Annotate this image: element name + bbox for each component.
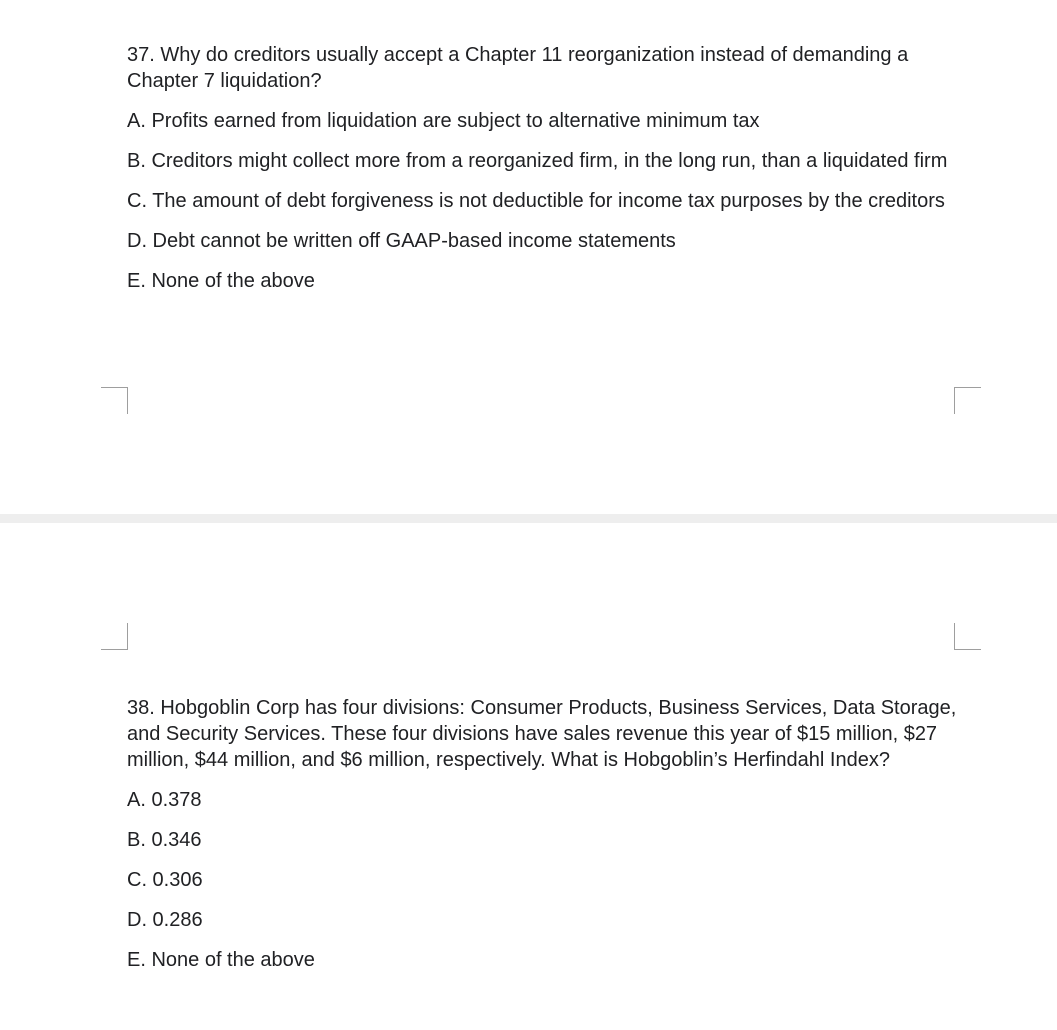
answer-option-a: A. Profits earned from liquidation are subject to alternative minimum tax	[127, 110, 760, 132]
margin-corner-marker	[101, 387, 128, 414]
question-38	[127, 695, 967, 987]
document-page-1	[0, 0, 1057, 514]
answer-option-a: A. 0.378	[127, 789, 202, 811]
answer-option-c: C. The amount of debt forgiveness is not deductible for income tax purposes by the creditors	[127, 190, 945, 212]
question-stem: 37. Why do creditors usually accept a Chapter 11 reorganization instead of demanding a Chapter 7 liquidation?	[127, 44, 909, 92]
question-stem: 38. Hobgoblin Corp has four divisions: Consumer Products, Business Services, Data Storage, and Security Services. These four divisions have sales revenue this year of $15 million, $27 million, $44 million, and $6 million, respectively. What is Hobgoblin’s Herfindahl Index?	[127, 697, 957, 771]
answer-option-e: E. None of the above	[127, 949, 315, 971]
page-separator	[0, 514, 1057, 523]
margin-corner-marker	[954, 387, 981, 414]
answer-option-c: C. 0.306	[127, 869, 203, 891]
margin-corner-marker	[954, 623, 981, 650]
answer-option-d: D. 0.286	[127, 909, 203, 931]
answer-option-d: D. Debt cannot be written off GAAP-based income statements	[127, 230, 676, 252]
answer-option-b: B. 0.346	[127, 829, 202, 851]
answer-option-e: E. None of the above	[127, 270, 315, 292]
margin-corner-marker	[101, 623, 128, 650]
question-37	[127, 42, 967, 308]
answer-option-b: B. Creditors might collect more from a reorganized firm, in the long run, than a liquidated firm	[127, 150, 948, 172]
